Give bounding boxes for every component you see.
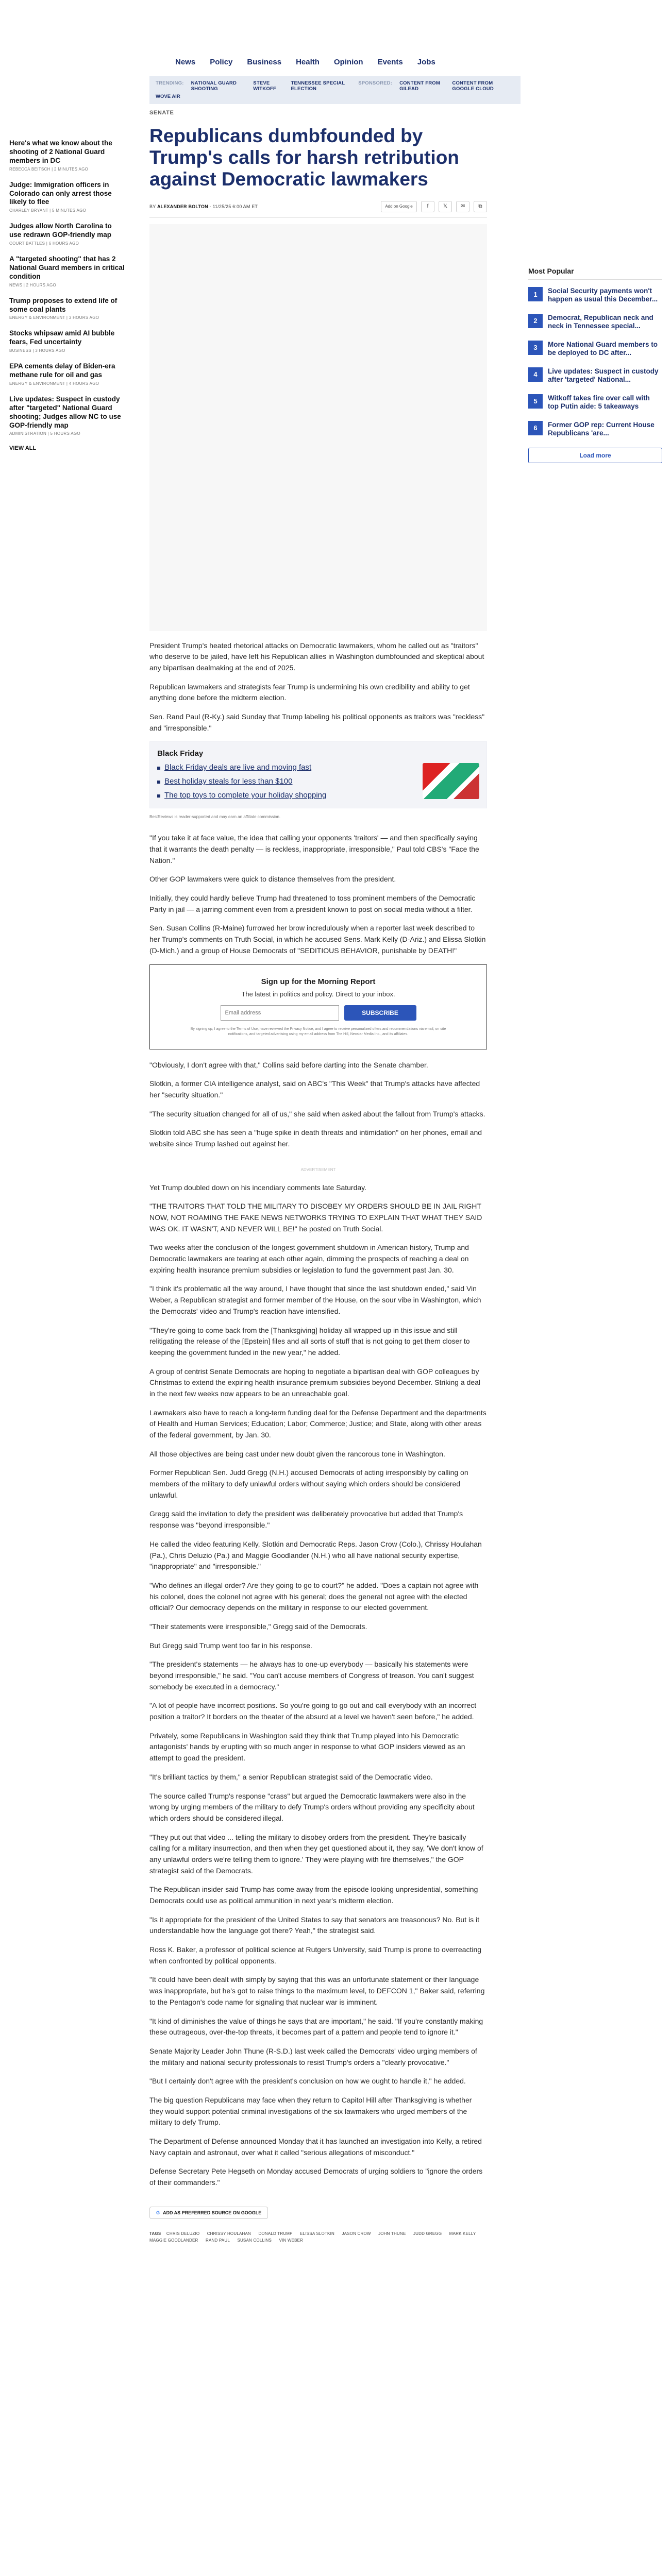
sponsored-label: SPONSORED: bbox=[358, 80, 393, 86]
article bbox=[149, 110, 487, 2244]
tag-link[interactable]: CHRISSY HOULAHAN bbox=[207, 2231, 251, 2236]
nav-events[interactable]: Events bbox=[377, 58, 403, 66]
affiliate-note: BestReviews is reader-supported and may earn an affiliate commission. bbox=[149, 815, 281, 820]
popular-headline[interactable]: Witkoff takes fire over call with top Putin aide: 5 takeaways bbox=[548, 394, 650, 411]
add-google-button[interactable]: Add on Google bbox=[381, 201, 417, 212]
tag-link[interactable]: SUSAN COLLINS bbox=[237, 2238, 272, 2243]
paragraph: Slotkin told ABC she has seen a "huge spike in death threats and intimidation" on her phones, email and website since Trump lashed out against her. bbox=[149, 1128, 482, 1148]
paragraph: Slotkin, a former CIA intelligence analyst, said on ABC's "This Week" that Trump's attacks have affected her "security situation." bbox=[149, 1079, 480, 1099]
tag-link[interactable]: CHRIS DELUZIO bbox=[166, 2231, 200, 2236]
paragraph: The Department of Defense announced Monday that it has launched an investigation into Kelly, a retired Navy captain and astronaut, over what it called "serious allegations of misconduct." bbox=[149, 2137, 482, 2157]
paragraph: "It could have been dealt with simply by saying that this was an unfortunate statement or their language was inappropriate, but he's got to raise things to the maximum level, to DEFCON 1," Baker said, referring to the Pentagon's code name for signaling that nuclear war is imminent. bbox=[149, 1975, 485, 2006]
article-body bbox=[149, 640, 487, 2244]
list-item[interactable] bbox=[9, 222, 125, 246]
view-all-link[interactable]: VIEW ALL bbox=[9, 445, 37, 452]
byline: BY ALEXANDER BOLTON - 11/25/25 6:00 AM ET bbox=[149, 204, 258, 209]
most-popular-heading: Most Popular bbox=[528, 267, 662, 280]
subscribe-button[interactable]: SUBSCRIBE bbox=[344, 1005, 416, 1021]
paragraph: Sen. Rand Paul (R-Ky.) said Sunday that Trump labeling his political opponents as traitors was "reckless" and "irresponsible." bbox=[149, 712, 485, 732]
copy-link-icon[interactable]: ⧉ bbox=[474, 201, 487, 212]
tag-link[interactable]: MARK KELLY bbox=[449, 2231, 476, 2236]
rail-headline[interactable]: Stocks whipsaw amid AI bubble fears, Fed uncertainty bbox=[9, 329, 115, 346]
paragraph: "Their statements were irresponsible," Gregg said of the Democrats. bbox=[149, 1622, 367, 1631]
paragraph: "A lot of people have incorrect positions. So you're going to go out and call everybody with an incorrect position a traitor? It borders on the theater of the absurd at a level we haven't seen before," he added. bbox=[149, 1701, 477, 1721]
email-field[interactable] bbox=[221, 1005, 339, 1021]
promo-link[interactable] bbox=[157, 777, 326, 786]
paragraph: "The president's statements — he always has to one-up everybody — basically his statements were beyond irresponsible," he said. "You can't accuse members of Congress of treason. You can't suggest somebody be executed in a democracy." bbox=[149, 1660, 474, 1691]
paragraph: The source called Trump's response "crass" but argued the Democratic lawmakers were also in the wrong by urging members of the military to defy Trump's orders without providing any specificity about which orders should be considered illegal. bbox=[149, 1791, 475, 1822]
rail-meta: ADMINISTRATION | 5 HOURS AGO bbox=[9, 431, 80, 436]
tag-link[interactable]: JOHN THUNE bbox=[378, 2231, 406, 2236]
tag-link[interactable]: JASON CROW bbox=[342, 2231, 371, 2236]
gifts-image[interactable] bbox=[423, 763, 479, 799]
rail-meta: NEWS | 2 HOURS AGO bbox=[9, 282, 57, 287]
rail-headline[interactable]: Here's what we know about the shooting of 2 National Guard members in DC bbox=[9, 139, 112, 164]
rank-badge: 5 bbox=[528, 394, 543, 409]
paragraph: Initially, they could hardly believe Trump had threatened to toss prominent members of the Democratic Party in jail — a jarring comment even from a president known to post on social media without a filter. bbox=[149, 894, 476, 913]
rail-headline[interactable]: A "targeted shooting" that has 2 National Guard members in critical condition bbox=[9, 255, 125, 280]
ad-slot: ADVERTISEMENT bbox=[300, 1167, 336, 1172]
list-item[interactable] bbox=[528, 314, 662, 331]
paragraph: Gregg said the invitation to defy the president was deliberately provocative but added that Trump's response was "beyond irresponsible." bbox=[149, 1510, 463, 1530]
popular-headline[interactable]: Former GOP rep: Current House Republicans 'are... bbox=[548, 420, 655, 437]
promo-link-text[interactable]: Best holiday steals for less than $100 bbox=[164, 777, 293, 786]
paragraph: All those objectives are being cast under new doubt given the rancorous tone in Washington. bbox=[149, 1449, 445, 1458]
author-link[interactable]: ALEXANDER BOLTON bbox=[157, 204, 208, 209]
paragraph: "They put out that video ... telling the military to disobey orders from the president. They're basically calling for a military insurrection, and then when they get questioned about it, they say, 'We don't know of any unlawful orders we're telling them to ignore.' They were playing with fire themselves," the GOP strategist said of the Democrats. bbox=[149, 1833, 483, 1875]
nav-policy[interactable]: Policy bbox=[210, 58, 233, 66]
preferred-source-label: ADD AS PREFERRED SOURCE ON GOOGLE bbox=[163, 2210, 262, 2215]
list-item[interactable] bbox=[9, 329, 125, 353]
paragraph: "If you take it at face value, the idea that calling your opponents 'traitors' — and then specifically saying that it warrants the death penalty — is reckless, inappropriate, irresponsible," Paul told CBS's "Face the Nation." bbox=[149, 834, 479, 865]
trending-label: TRENDING: bbox=[156, 80, 184, 86]
popular-headline[interactable]: Social Security payments won't happen as usual this December... bbox=[548, 287, 658, 303]
list-item[interactable] bbox=[9, 297, 125, 320]
paragraph: "But I certainly don't agree with the president's conclusion on how we ought to handle it," he added. bbox=[149, 2077, 466, 2086]
deals-promo bbox=[149, 741, 487, 808]
most-popular bbox=[528, 267, 662, 463]
rank-badge: 6 bbox=[528, 421, 543, 435]
section-label[interactable]: SENATE bbox=[149, 110, 174, 116]
list-item[interactable] bbox=[528, 341, 662, 358]
page-title: Republicans dumbfounded by Trump's calls for harsh retribution against Democratic lawmakers bbox=[149, 125, 459, 190]
paragraph: Privately, some Republicans in Washington said they think that Trump played into his Democratic antagonists' hands by erupting with so much anger in response to what GOP insiders viewed as an attempt to goad the president. bbox=[149, 1731, 465, 1762]
tags-label: TAGS bbox=[149, 2231, 161, 2236]
rank-badge: 2 bbox=[528, 314, 543, 328]
rail-headline[interactable]: Judge: Immigration officers in Colorado can only arrest those likely to flee bbox=[9, 180, 112, 206]
rail-meta: ENERGY & ENVIRONMENT | 4 HOURS AGO bbox=[9, 381, 99, 386]
rail-meta: COURT BATTLES | 6 HOURS AGO bbox=[9, 241, 79, 246]
hero-media bbox=[149, 224, 487, 631]
rail-meta: REBECCA BEITSCH | 2 MINUTES AGO bbox=[9, 166, 89, 172]
paragraph: "The security situation changed for all of us," she said when asked about the fallout from Trump's attacks. bbox=[149, 1109, 485, 1118]
popular-headline[interactable]: More National Guard members to be deployed to DC after... bbox=[548, 340, 658, 357]
promo-link-text[interactable]: Black Friday deals are live and moving fast bbox=[164, 763, 312, 772]
tag-link[interactable]: MAGGIE GOODLANDER bbox=[149, 2238, 198, 2243]
left-rail bbox=[9, 139, 125, 451]
rank-badge: 3 bbox=[528, 341, 543, 355]
paragraph: The big question Republicans may face when they return to Capitol Hill after Thanksgiving is whether they would support potential criminal investigations of the six lawmakers who urged members of the military to defy Trump. bbox=[149, 2095, 472, 2127]
newsletter-heading: Sign up for the Morning Report bbox=[261, 977, 376, 986]
rail-meta: BUSINESS | 3 HOURS AGO bbox=[9, 348, 65, 353]
tag-link[interactable]: RAND PAUL bbox=[205, 2238, 230, 2243]
rail-headline[interactable]: Live updates: Suspect in custody after "targeted" National Guard shooting; Judges allow NC to use GOP-friendly map bbox=[9, 395, 121, 429]
paragraph: The Republican insider said Trump has come away from the episode looking unpresidential, something Democrats could use as political ammunition in next year's midterm election. bbox=[149, 1885, 478, 1905]
paragraph: Other GOP lawmakers were quick to distance themselves from the president. bbox=[149, 875, 396, 884]
paragraph: Yet Trump doubled down on his incendiary comments late Saturday. bbox=[149, 1183, 367, 1192]
paragraph: Republican lawmakers and strategists fear Trump is undermining his own credibility and ability to get anything done before the midterm election. bbox=[149, 682, 470, 702]
popular-headline[interactable]: Live updates: Suspect in custody after 'targeted' National... bbox=[548, 367, 659, 384]
paragraph: "They're going to come back from the [Thanksgiving] holiday all wrapped up in this issue and still relitigating the release of the [Epstein] files and all sorts of stuff that is not going to get them closer to keeping the government funded in the new year," he added. bbox=[149, 1326, 470, 1357]
list-item[interactable] bbox=[528, 367, 662, 384]
timestamp: 11/25/25 6:00 AM ET bbox=[212, 204, 258, 209]
list-item[interactable] bbox=[9, 181, 125, 213]
nav-opinion[interactable]: Opinion bbox=[333, 58, 363, 66]
tag-link[interactable]: JUDD GREGG bbox=[413, 2231, 442, 2236]
paragraph: "I think it's problematic all the way around, I have thought that since the last shutdown ended," said Vin Weber, a Republican strategist and former member of the House, on the sour vibe in Washington, which the Democrats' video and Trump's reaction have intensified. bbox=[149, 1284, 481, 1315]
paragraph: He called the video featuring Kelly, Slotkin and Democratic Reps. Jason Crow (Colo.), Chrissy Houlahan (Pa.), Chris Deluzio (Pa.) and Maggie Goodlander (N.H.) who all have national security expertise, "inappropriate" and "irresponsible." bbox=[149, 1539, 482, 1571]
list-item[interactable] bbox=[9, 255, 125, 287]
promo-link-text[interactable]: The top toys to complete your holiday shopping bbox=[164, 791, 327, 800]
load-more-button[interactable]: Load more bbox=[528, 448, 662, 463]
rank-badge: 1 bbox=[528, 287, 543, 301]
list-item[interactable] bbox=[9, 139, 125, 172]
paragraph: Former Republican Sen. Judd Gregg (N.H.) accused Democrats of acting irresponsibly by calling on members of the military to defy unlawful orders without saying which orders should be considered unlawful. bbox=[149, 1468, 468, 1499]
trending-item[interactable]: TENNESSEE SPECIAL ELECTION bbox=[291, 80, 345, 92]
nav-news[interactable]: News bbox=[175, 58, 196, 66]
list-item[interactable] bbox=[9, 395, 125, 436]
paragraph: Sen. Susan Collins (R-Maine) furrowed her brow incredulously when a reporter last week described to her Trump's comments on Truth Social, in which he accused Sens. Mark Kelly (D-Ariz.) and Elissa Slotkin (D-Mich.) and a group of House Democrats of "SEDITIOUS BEHAVIOR, punishable by DEATH!" bbox=[149, 924, 486, 955]
paragraph: Defense Secretary Pete Hegseth on Monday accused Democrats of urging soldiers to "ignore the orders of their commanders." bbox=[149, 2167, 483, 2187]
trending-item[interactable]: WOVE AIR bbox=[156, 94, 180, 99]
sponsored-item[interactable]: CONTENT FROM GILEAD bbox=[399, 80, 440, 92]
paragraph: "THE TRAITORS THAT TOLD THE MILITARY TO DISOBEY MY ORDERS SHOULD BE IN JAIL RIGHT NOW, NOT ROAMING THE FAKE NEWS NETWORKS TRYING TO EXPLAIN THAT WHAT THEY SAID WAS OK. IT WASN'T, AND NEVER WILL BE!" he posted on Truth Social. bbox=[149, 1202, 482, 1233]
google-icon: G bbox=[156, 2210, 160, 2215]
byline-row bbox=[149, 201, 487, 218]
list-item[interactable] bbox=[528, 421, 662, 438]
site-header bbox=[0, 0, 671, 57]
newsletter-legal: By signing up, I agree to the Terms of Use, have reviewed the Privacy Notice, and I agree to receive personalized offers and recommendations via email, on site notifications, and targeted advertising using my email address from The Hill, Nexstar Media Inc., and its affiliates. bbox=[190, 1027, 446, 1037]
rail-meta: CHARLEY BRYANT | 5 MINUTES AGO bbox=[9, 208, 87, 213]
rail-headline[interactable]: Trump proposes to extend life of some coal plants bbox=[9, 296, 118, 313]
nav-health[interactable]: Health bbox=[296, 58, 320, 66]
sponsored-item[interactable]: CONTENT FROM GOOGLE CLOUD bbox=[452, 80, 494, 92]
email-icon[interactable]: ✉ bbox=[456, 201, 469, 212]
facebook-icon[interactable]: f bbox=[421, 201, 434, 212]
rail-headline[interactable]: Judges allow North Carolina to use redrawn GOP-friendly map bbox=[9, 222, 112, 239]
promo-link[interactable] bbox=[157, 791, 326, 800]
nav-jobs[interactable]: Jobs bbox=[417, 58, 435, 66]
paragraph: A group of centrist Senate Democrats are hoping to negotiate a bipartisan deal with GOP colleagues by Christmas to extend the expiring health insurance premium subsidies beyond December. Striking a deal in the next few weeks now appears to be an unreachable goal. bbox=[149, 1367, 481, 1398]
list-item[interactable] bbox=[528, 287, 662, 304]
newsletter-subheading: The latest in politics and policy. Direct to your inbox. bbox=[241, 990, 395, 998]
tag-link[interactable]: VIN WEBER bbox=[279, 2238, 304, 2243]
paragraph: Senate Majority Leader John Thune (R-S.D.) last week called the Democrats' video urging members of the military and national security professionals to resist Trump's orders a "clearly provocative." bbox=[149, 2046, 477, 2066]
tags-list bbox=[149, 2230, 487, 2244]
promo-link[interactable] bbox=[157, 763, 326, 772]
promo-list bbox=[157, 763, 326, 805]
byline-prefix: BY bbox=[149, 204, 156, 209]
paragraph: "Obviously, I don't agree with that," Collins said before darting into the Senate chamber. bbox=[149, 1060, 428, 1069]
paragraph: President Trump's heated rhetorical attacks on Democratic lawmakers, whom he called out as "traitors" who deserve to be jailed, have left his Republican allies in Washington dumbfounded and skeptical about any bipartisan dealmaking at the end of 2025. bbox=[149, 641, 484, 672]
rail-headline[interactable]: EPA cements delay of Biden-era methane rule for oil and gas bbox=[9, 362, 115, 379]
tag-link[interactable]: ELISSA SLOTKIN bbox=[300, 2231, 334, 2236]
paragraph: "Is it appropriate for the president of the United States to say that senators are treasonous? No. But is it understandable how the language got there? Yeah," the strategist said. bbox=[149, 1915, 479, 1935]
list-item[interactable] bbox=[9, 362, 125, 386]
paragraph: Ross K. Baker, a professor of political science at Rutgers University, said Trump is prone to overreacting when confronted by political opponents. bbox=[149, 1945, 482, 1965]
trending-item[interactable]: STEVE WITKOFF bbox=[253, 80, 276, 92]
share-bar bbox=[381, 201, 487, 212]
paragraph: "It kind of diminishes the value of things he says that are important," he said. "If you're constantly making these outrageous, over-the-top threats, it becomes part of a pattern and people tend to ignore it." bbox=[149, 2016, 483, 2037]
paragraph: "It's brilliant tactics by them," a senior Republican strategist said of the Democratic video. bbox=[149, 1772, 433, 1781]
main-nav bbox=[175, 58, 435, 66]
paragraph: "Who defines an illegal order? Are they going to go to court?" he added. "Does a captain not agree with his colonel, does the colonel not agree with his general; does the general not agree with the elected official? Our democracy depends on the military in response to our elected government. bbox=[149, 1581, 479, 1612]
paragraph: Lawmakers also have to reach a long-term funding deal for the Defense Department and the departments of Health and Human Services; Education; Labor; Commerce; Justice; and State, along with other areas of the federal government, by Jan. 30. bbox=[149, 1408, 487, 1439]
newsletter-signup bbox=[149, 964, 487, 1049]
popular-headline[interactable]: Democrat, Republican neck and neck in Tennessee special... bbox=[548, 313, 653, 330]
rail-meta: ENERGY & ENVIRONMENT | 3 HOURS AGO bbox=[9, 315, 99, 320]
tag-link[interactable]: DONALD TRUMP bbox=[258, 2231, 293, 2236]
x-icon[interactable]: 𝕏 bbox=[439, 201, 452, 212]
nav-business[interactable]: Business bbox=[247, 58, 282, 66]
list-item[interactable] bbox=[528, 394, 662, 411]
preferred-source-button[interactable] bbox=[149, 2207, 268, 2219]
paragraph: But Gregg said Trump went too far in his response. bbox=[149, 1641, 312, 1650]
promo-heading: Black Friday bbox=[157, 749, 204, 758]
trending-item[interactable]: NATIONAL GUARD SHOOTING bbox=[191, 80, 237, 92]
trending-bar bbox=[149, 76, 521, 104]
rank-badge: 4 bbox=[528, 367, 543, 382]
paragraph: Two weeks after the conclusion of the longest government shutdown in American history, Trump and Democratic lawmakers are tearing at each other again, dimming the prospects of reaching a deal on expiring health insurance premium subsidies or legislation to fund the government past Jan. 30. bbox=[149, 1243, 469, 1274]
